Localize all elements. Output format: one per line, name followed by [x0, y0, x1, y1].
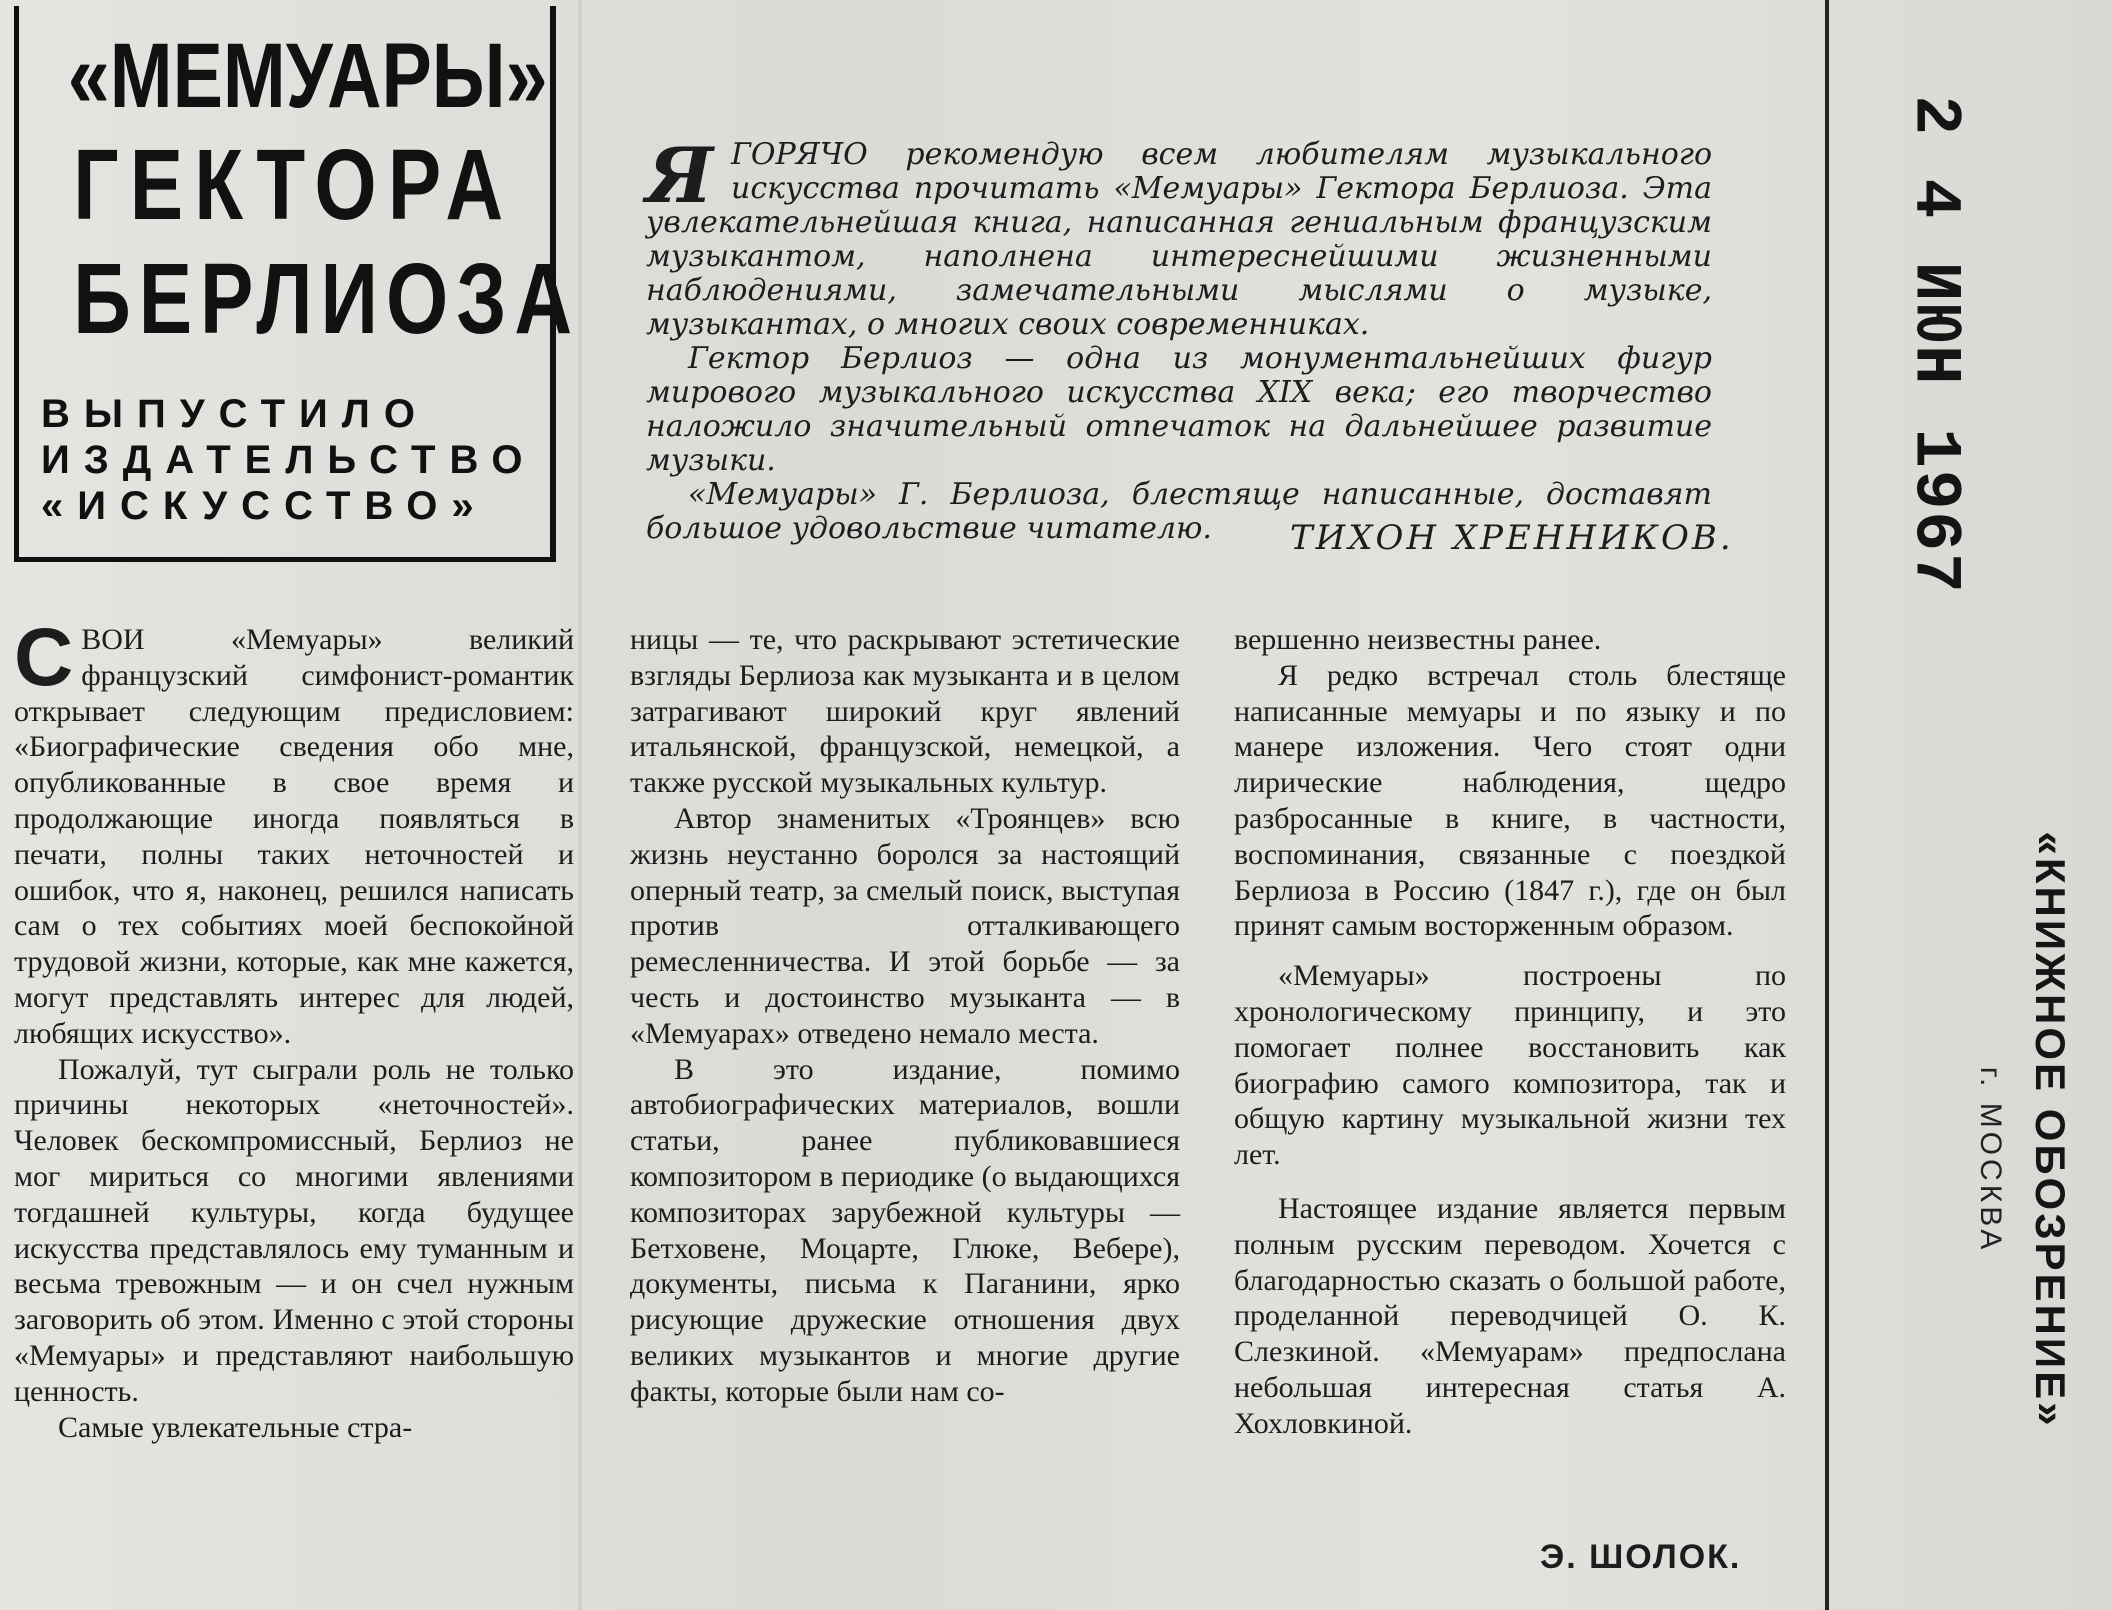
headline-box — [14, 6, 581, 562]
col3-paragraph-1: вершенно неизвестны ранее. — [1234, 623, 1602, 656]
intro-recommendation — [646, 131, 1712, 546]
intro-paragraph-3: «Мемуары» Г. Берлиоза, блестяще написанные, доставят большое удовольствие читателю. — [646, 477, 1712, 546]
col3-paragraph-2: Я редко встречал столь блестяще написанные мемуары и по языку и по манере изложения. Чего стоят одни лирические наблюдения, щедро разбросанные в книге, в частности, воспоминания, связанные с поездкой Берлиоза в Россию (1847 г.), где он был принят самым восторженным образом. — [1234, 658, 1786, 943]
publisher-line-3: «ИСКУССТВО» — [41, 484, 488, 528]
publisher-line-1: ВЫПУСТИЛО — [41, 392, 429, 436]
intro-paragraph-1: ГОРЯЧО рекомендую всем любителям музыкального искусства прочитать «Мемуары» Гектора Берлиоза. Эта увлекательнейшая книга, написанная гениальным французским музыкантом, наполнена интереснейшими жизненными наблюдениями, замечательными мыслями о музыке, музыкантах, о многих своих современниках. — [646, 137, 1712, 342]
article-column-1 — [14, 612, 574, 1445]
col2-paragraph-1: ницы — те, что раскрывают эстетические взгляды Берлиоза как музыканта и в целом затрагивают широкий круг явлений итальянской, французской, немецкой, а также русской музыкальных культур. — [630, 623, 1180, 800]
article-column-2 — [630, 622, 1180, 1410]
article-author: Э. ШОЛОК. — [1540, 1538, 1742, 1576]
col3-paragraph-3: «Мемуары» построены по хронологическому принципу, и это помогает полнее восстановить как биографию самого композитора, так и общую картину музыкальной жизни тех лет. — [1234, 959, 1786, 1172]
page-fold — [578, 0, 582, 1610]
date-stamp — [1880, 95, 1990, 595]
intro-paragraph-2: Гектор Берлиоз — одна из монументальнейших фигур мирового музыкального искусства XIX века; его творчество наложило значительный отпечаток на дальнейшее развитие музыки. — [646, 341, 1712, 478]
headline-line-2: ГЕКТОРА — [73, 129, 515, 241]
article-column-3 — [1234, 622, 1786, 1442]
col1-paragraph-1: ВОИ «Мемуары» великий французский симфонист-романтик открывает следующим предисловием: «Биографические сведения обо мне, опубликованные в свое время и продолжающие иногда появляться в печати, полны таких неточностей и ошибок, что я, наконец, решился написать сам о тех событиях моей беспокойной трудовой жизни, которые, как мне кажется, могут представлять интерес для людей, любящих искусство». — [14, 623, 574, 1050]
col1-paragraph-3: Самые увлекательные стра- — [58, 1410, 413, 1444]
source-label-text: «КНИЖНОЕ ОБОЗРЕНИЕ» — [2027, 831, 2074, 1429]
col2-paragraph-3: В это издание, помимо автобиографических материалов, вошли статьи, ранее публиковавшиеся композитором в периодике (о выдающихся композиторах зарубежной культуры — Бетховене, Моцарте, Глюке, Вебере), документы, письма к Паганини, ярко рисующие дружеские отношения двух великих музыкантов и многие другие факты, которые были нам со- — [630, 1052, 1180, 1408]
date-stamp-text: 2 4 ИЮН 1967 — [1897, 95, 1973, 595]
col3-paragraph-4: Настоящее издание является первым полным русским переводом. Хочется с благодарностью сказать о большой работе, проделанной переводчицей О. К. Слезкиной. «Мемуарам» предпослана небольшая интересная статья А. Хохловкиной. — [1234, 1191, 1786, 1440]
article-drop-cap: С — [14, 612, 74, 703]
publisher-line-2: ИЗДАТЕЛЬСТВО — [41, 438, 537, 482]
col2-paragraph-2: Автор знаменитых «Троянцев» всю жизнь неустанно боролся за настоящий оперный театр, за смелый поиск, выступая против отталкивающего ремесленничества. И этой борьбе — за честь и достоинство музыканта — в «Мемуарах» отведено немало места. — [630, 801, 1180, 1050]
margin-divider — [1825, 0, 1829, 1610]
headline-line-3: БЕРЛИОЗА — [73, 243, 581, 355]
col1-paragraph-2: Пожалуй, тут сыграли роль не только причины некоторых «неточностей». Человек бескомпромиссный, Берлиоз не мог мириться со многими явлениями тогдашней культуры, когда будущее искусства представлялось ему туманным и весьма тревожным — и он счел нужным заговорить об этом. Именно с этой стороны «Мемуары» и представляют наибольшую ценность. — [14, 1052, 574, 1408]
city-label — [1960, 1040, 2020, 1280]
intro-drop-cap: Я — [646, 131, 714, 220]
headline-line-1: «МЕМУАРЫ» — [67, 25, 548, 127]
intro-signature: ТИХОН ХРЕННИКОВ. — [1290, 518, 1734, 558]
source-label — [2010, 831, 2090, 1429]
city-label-text: г. МОСКВА — [1974, 1066, 2007, 1254]
